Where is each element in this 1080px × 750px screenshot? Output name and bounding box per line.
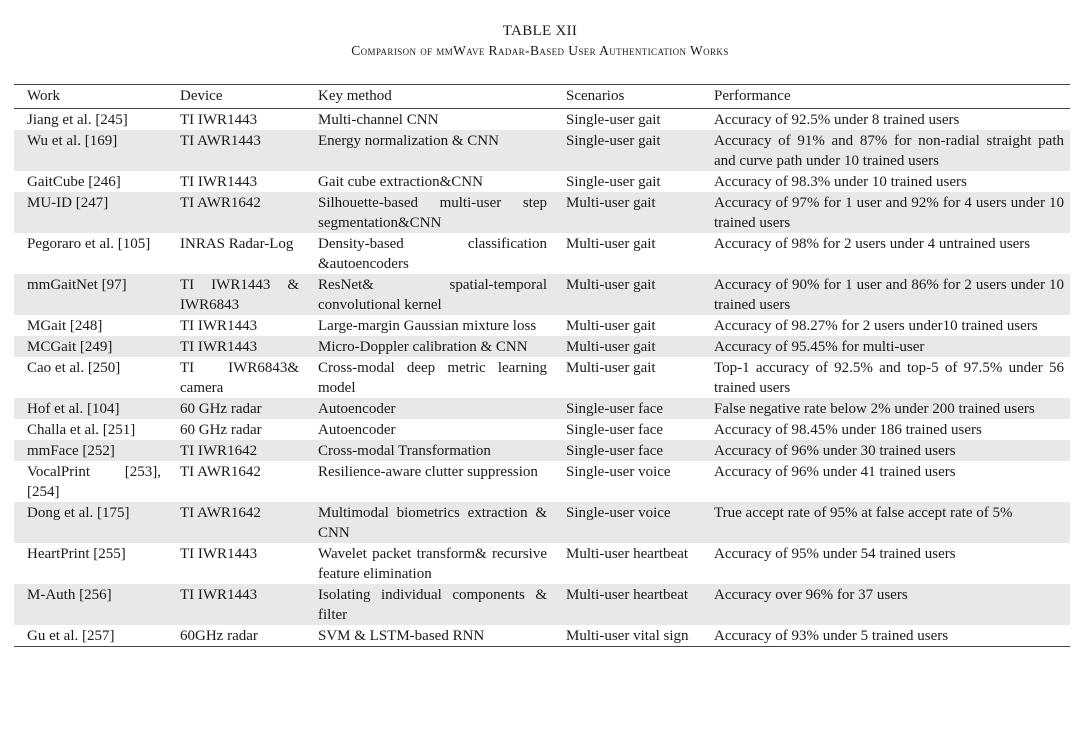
cell-scenario: Single-user face (553, 398, 701, 419)
cell-device: TI IWR1642 (167, 440, 305, 461)
cell-device: 60 GHz radar (180, 422, 262, 438)
table-row (14, 109, 1070, 131)
cell-device: TI IWR1443 (167, 336, 305, 357)
cell-device: INRAS Radar-Log (180, 236, 294, 252)
cell-key-method: Autoencoder (305, 398, 553, 419)
cell-scenario: Multi-user gait (553, 336, 701, 357)
cell-device: TI IWR1443 (167, 584, 305, 625)
header-row (14, 85, 1070, 109)
cell-performance: Accuracy of 98% for 2 users under 4 untrained users (714, 236, 1031, 252)
header-device: Device (167, 85, 305, 109)
comparison-table-container (14, 84, 1070, 647)
table-row (14, 419, 1070, 440)
cell-key-method: Cross-modal deep metric learning model (318, 360, 547, 396)
cell-performance: Accuracy of 96% under 41 trained users (714, 464, 956, 480)
cell-scenario: Single-user gait (566, 112, 661, 128)
cell-scenario: Multi-user gait (553, 274, 701, 315)
cell-key-method: Isolating individual components & filter (305, 584, 553, 625)
cell-work: Wu et al. [169] (14, 130, 167, 171)
cell-scenario: Single-user gait (566, 174, 661, 190)
cell-work: MGait [248] (27, 318, 103, 334)
cell-scenario: Single-user face (566, 422, 664, 438)
header-key-method: Key method (305, 85, 553, 109)
table-header (14, 85, 1070, 109)
cell-work: Gu et al. [257] (14, 625, 167, 647)
table-row (14, 543, 1070, 584)
cell-performance: Accuracy of 92.5% under 8 trained users (714, 112, 960, 128)
cell-performance: Accuracy of 95.45% for multi-user (701, 336, 1070, 357)
cell-device: TI AWR1642 (180, 464, 261, 480)
cell-performance: Accuracy of 98.27% for 2 users under10 trained users (714, 318, 1038, 334)
cell-scenario: Single-user voice (566, 464, 671, 480)
cell-device: 60 GHz radar (167, 398, 305, 419)
cell-work: Jiang et al. [245] (27, 112, 128, 128)
cell-work: Pegoraro et al. [105] (27, 236, 151, 252)
cell-work: VocalPrint [253], [254] (27, 464, 161, 500)
table-row (14, 130, 1070, 171)
cell-key-method: Gait cube extraction&CNN (318, 174, 483, 190)
table-row (14, 171, 1070, 192)
cell-key-method: Cross-modal Transformation (305, 440, 553, 461)
comparison-table (14, 84, 1070, 647)
cell-work: Cao et al. [250] (27, 360, 121, 376)
table-row (14, 440, 1070, 461)
cell-work: Dong et al. [175] (14, 502, 167, 543)
table-row (14, 336, 1070, 357)
cell-work: mmFace [252] (14, 440, 167, 461)
cell-scenario: Multi-user gait (566, 236, 656, 252)
table-row (14, 584, 1070, 625)
cell-performance: Top-1 accuracy of 92.5% and top-5 of 97.5% under 56 trained users (714, 360, 1064, 396)
cell-work: HeartPrint [255] (27, 546, 126, 562)
cell-performance: False negative rate below 2% under 200 trained users (701, 398, 1070, 419)
cell-key-method: Resilience-aware clutter suppression (318, 464, 538, 480)
cell-work: mmGaitNet [97] (14, 274, 167, 315)
cell-device: TI IWR1443 (180, 112, 258, 128)
cell-key-method: Micro-Doppler calibration & CNN (305, 336, 553, 357)
table-number: TABLE XII (502, 23, 578, 39)
cell-key-method: Wavelet packet transform& recursive feature elimination (318, 546, 547, 582)
cell-key-method: Autoencoder (318, 422, 396, 438)
cell-performance: Accuracy of 96% under 30 trained users (701, 440, 1070, 461)
table-row (14, 315, 1070, 336)
cell-device: TI IWR1443 & IWR6843 (167, 274, 305, 315)
cell-key-method: SVM & LSTM-based RNN (305, 625, 553, 647)
cell-work: GaitCube [246] (27, 174, 121, 190)
cell-device: TI AWR1642 (167, 192, 305, 233)
table-row (14, 192, 1070, 233)
table-row (14, 357, 1070, 398)
cell-performance: Accuracy of 98.3% under 10 trained users (714, 174, 967, 190)
cell-device: TI IWR1443 (180, 546, 258, 562)
table-row (14, 398, 1070, 419)
table-row (14, 502, 1070, 543)
cell-device: TI IWR1443 (180, 174, 258, 190)
cell-device: TI IWR1443 (180, 318, 258, 334)
cell-scenario: Multi-user heartbeat (553, 584, 701, 625)
cell-performance: Accuracy of 93% under 5 trained users (701, 625, 1070, 647)
cell-work: Challa et al. [251] (27, 422, 136, 438)
cell-key-method: Silhouette-based multi-user step segmentation&CNN (305, 192, 553, 233)
table-row (14, 625, 1070, 647)
table-row (14, 233, 1070, 274)
cell-device: 60GHz radar (167, 625, 305, 647)
cell-key-method: Energy normalization & CNN (305, 130, 553, 171)
cell-performance: Accuracy of 97% for 1 user and 92% for 4 users under 10 trained users (701, 192, 1070, 233)
header-work: Work (14, 85, 167, 109)
cell-work: MCGait [249] (14, 336, 167, 357)
cell-scenario: Multi-user heartbeat (566, 546, 689, 562)
table-caption: Comparison of mmWave Radar-Based User Authentication Works (351, 43, 729, 58)
cell-work: Hof et al. [104] (14, 398, 167, 419)
cell-performance: Accuracy over 96% for 37 users (701, 584, 1070, 625)
cell-scenario: Single-user face (553, 440, 701, 461)
cell-device: TI AWR1443 (167, 130, 305, 171)
cell-performance: Accuracy of 90% for 1 user and 86% for 2 users under 10 trained users (701, 274, 1070, 315)
cell-performance: Accuracy of 95% under 54 trained users (714, 546, 956, 562)
cell-scenario: Multi-user vital sign (553, 625, 701, 647)
cell-key-method: Multi-channel CNN (318, 112, 439, 128)
header-performance: Performance (701, 85, 1070, 109)
cell-device: TI AWR1642 (167, 502, 305, 543)
cell-scenario: Single-user gait (553, 130, 701, 171)
cell-key-method: ResNet& spatial-temporal convolutional kernel (305, 274, 553, 315)
table-row (14, 274, 1070, 315)
header-scenarios: Scenarios (553, 85, 701, 109)
table-row (14, 461, 1070, 502)
cell-scenario: Single-user voice (553, 502, 701, 543)
cell-scenario: Multi-user gait (553, 192, 701, 233)
cell-work: M-Auth [256] (14, 584, 167, 625)
cell-performance: Accuracy of 98.45% under 186 trained users (714, 422, 982, 438)
cell-performance: Accuracy of 91% and 87% for non-radial straight path and curve path under 10 trained users (701, 130, 1070, 171)
cell-scenario: Multi-user gait (566, 318, 656, 334)
cell-key-method: Density-based classification &autoencoders (318, 236, 547, 272)
cell-work: MU-ID [247] (14, 192, 167, 233)
cell-scenario: Multi-user gait (566, 360, 656, 376)
cell-key-method: Large-margin Gaussian mixture loss (318, 318, 537, 334)
table-body (14, 109, 1070, 647)
cell-device: TI IWR6843& camera (180, 360, 299, 396)
cell-performance: True accept rate of 95% at false accept rate of 5% (701, 502, 1070, 543)
cell-key-method: Multimodal biometrics extraction & CNN (305, 502, 553, 543)
